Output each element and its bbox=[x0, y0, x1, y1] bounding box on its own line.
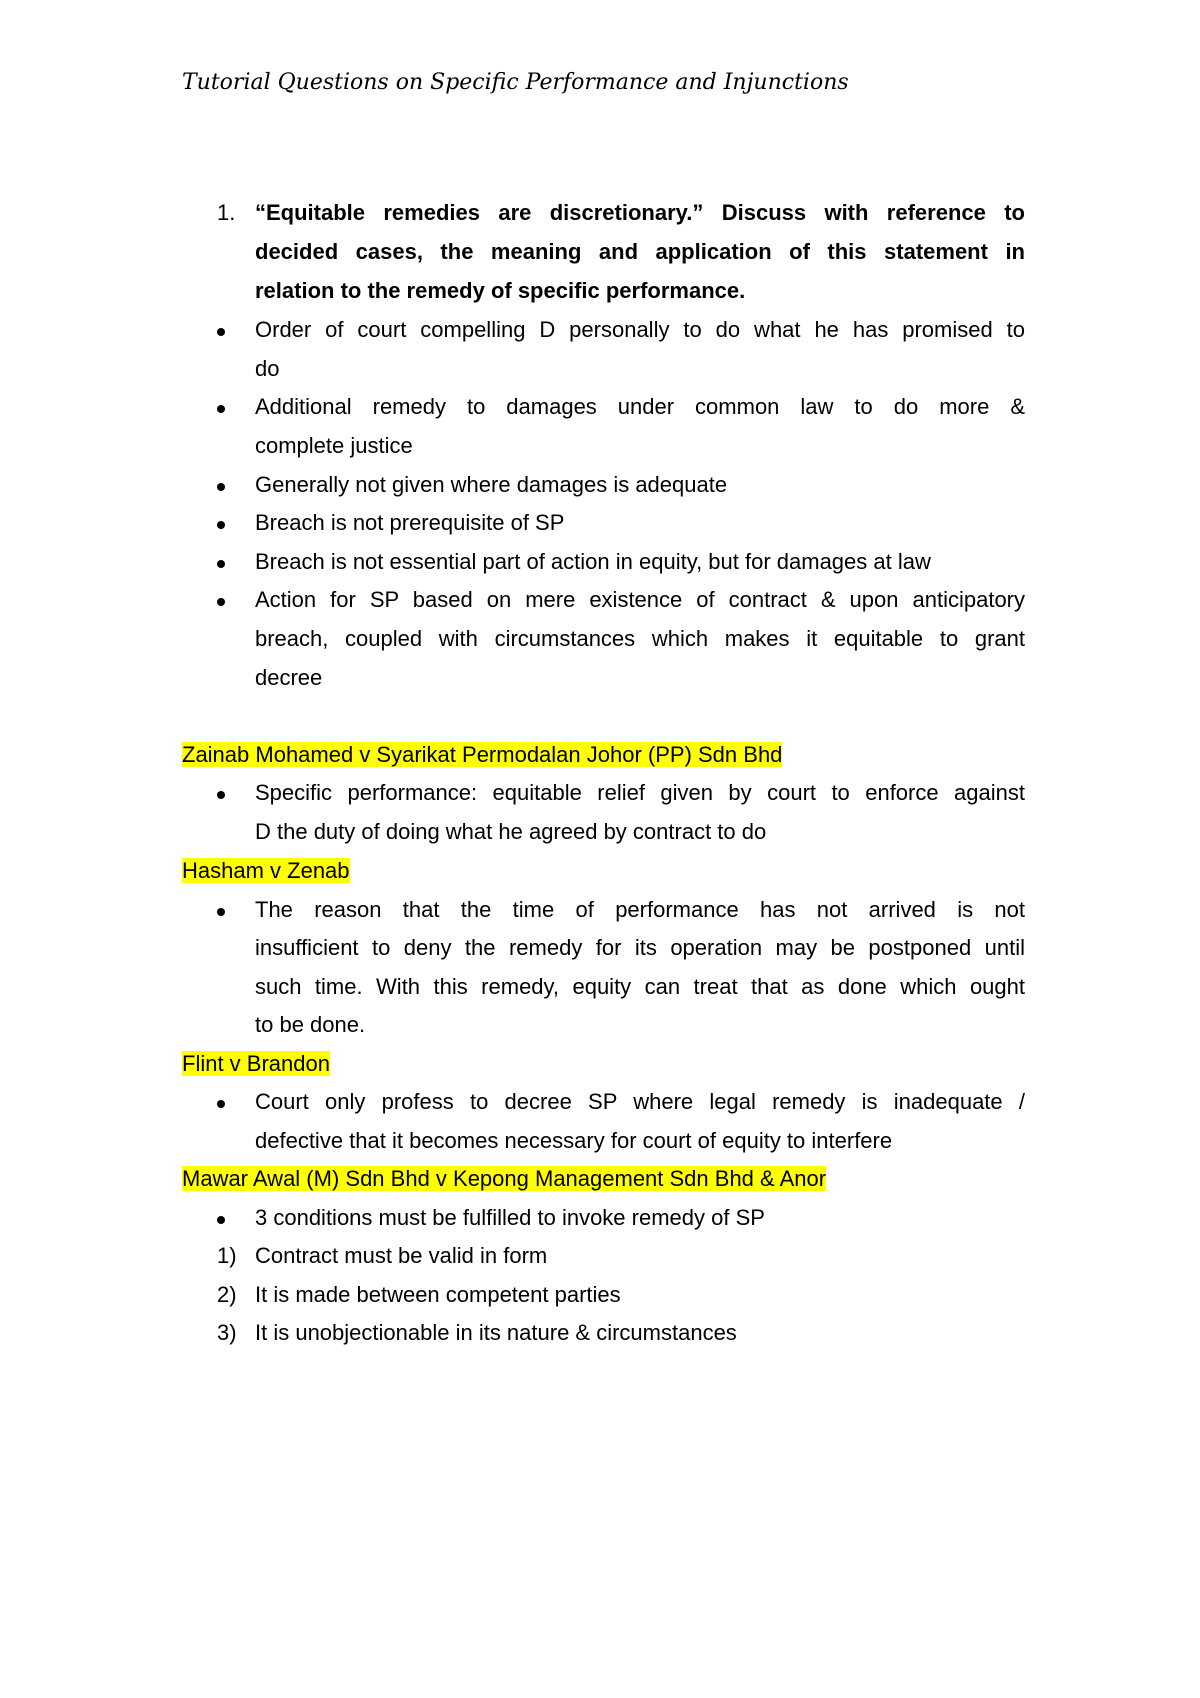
bullet-text: The reason that the time of performance has not arrived is not bbox=[255, 897, 1025, 922]
bullet-text: Court only profess to decree SP where legal remedy is inadequate / bbox=[255, 1089, 1025, 1114]
bullet-icon bbox=[217, 1216, 225, 1224]
numbered-item-text: Contract must be valid in form bbox=[255, 1243, 548, 1268]
bullet-icon bbox=[217, 791, 225, 799]
bullet-icon bbox=[217, 483, 225, 491]
question-number: 1. bbox=[217, 200, 236, 225]
bullet-text: Breach is not prerequisite of SP bbox=[255, 510, 565, 535]
case-heading bbox=[182, 856, 1025, 886]
bullet-icon bbox=[217, 328, 225, 336]
bullet-text: Generally not given where damages is adequate bbox=[255, 472, 728, 497]
numbered-item-text: It is made between competent parties bbox=[255, 1282, 621, 1307]
bullet-icon bbox=[217, 560, 225, 568]
question-text-line: “Equitable remedies are discretionary.” Discuss with reference to bbox=[255, 200, 1025, 225]
bullet-text: decree bbox=[255, 665, 323, 690]
bullet-text: insufficient to deny the remedy for its operation may be postponed until bbox=[255, 935, 1025, 960]
case-name-zainab: Zainab Mohamed v Syarikat Permodalan Johor (PP) Sdn Bhd bbox=[182, 742, 783, 767]
bullet-text: to be done. bbox=[255, 1012, 366, 1037]
case-heading bbox=[182, 1049, 1025, 1079]
bullet-text: breach, coupled with circumstances which makes it equitable to grant bbox=[255, 626, 1025, 651]
bullet-text: complete justice bbox=[255, 433, 413, 458]
page-header-title: Tutorial Questions on Specific Performance and Injunctions bbox=[182, 70, 849, 95]
bullet-icon bbox=[217, 521, 225, 529]
bullet-text: Order of court compelling D personally to do what he has promised to bbox=[255, 317, 1025, 342]
case-heading bbox=[182, 1164, 1025, 1194]
bullet-text: Breach is not essential part of action in equity, but for damages at law bbox=[255, 549, 931, 574]
item-number: 3) bbox=[217, 1320, 237, 1345]
question-text-line: relation to the remedy of specific performance. bbox=[255, 278, 746, 303]
bullet-text: Additional remedy to damages under common law to do more & bbox=[255, 394, 1025, 419]
bullet-text: defective that it becomes necessary for court of equity to interfere bbox=[255, 1128, 893, 1153]
case-name-flint: Flint v Brandon bbox=[182, 1051, 330, 1076]
bullet-icon bbox=[217, 598, 225, 606]
numbered-item-text: It is unobjectionable in its nature & circumstances bbox=[255, 1320, 737, 1345]
case-heading bbox=[182, 740, 1025, 770]
item-number: 2) bbox=[217, 1282, 237, 1307]
bullet-icon bbox=[217, 908, 225, 916]
case-name-hasham: Hasham v Zenab bbox=[182, 858, 350, 883]
bullet-text: 3 conditions must be fulfilled to invoke remedy of SP bbox=[255, 1205, 765, 1230]
bullet-icon bbox=[217, 1100, 225, 1108]
bullet-text: D the duty of doing what he agreed by contract to do bbox=[255, 819, 767, 844]
bullet-text: Action for SP based on mere existence of contract & upon anticipatory bbox=[255, 587, 1025, 612]
item-number: 1) bbox=[217, 1243, 237, 1268]
bullet-text: do bbox=[255, 356, 280, 381]
case-name-mawar: Mawar Awal (M) Sdn Bhd v Kepong Management Sdn Bhd & Anor bbox=[182, 1166, 827, 1191]
bullet-text: such time. With this remedy, equity can treat that as done which ought bbox=[255, 974, 1025, 999]
bullet-icon bbox=[217, 405, 225, 413]
bullet-text: Specific performance: equitable relief given by court to enforce against bbox=[255, 780, 1025, 805]
question-text-line: decided cases, the meaning and application of this statement in bbox=[255, 239, 1025, 264]
